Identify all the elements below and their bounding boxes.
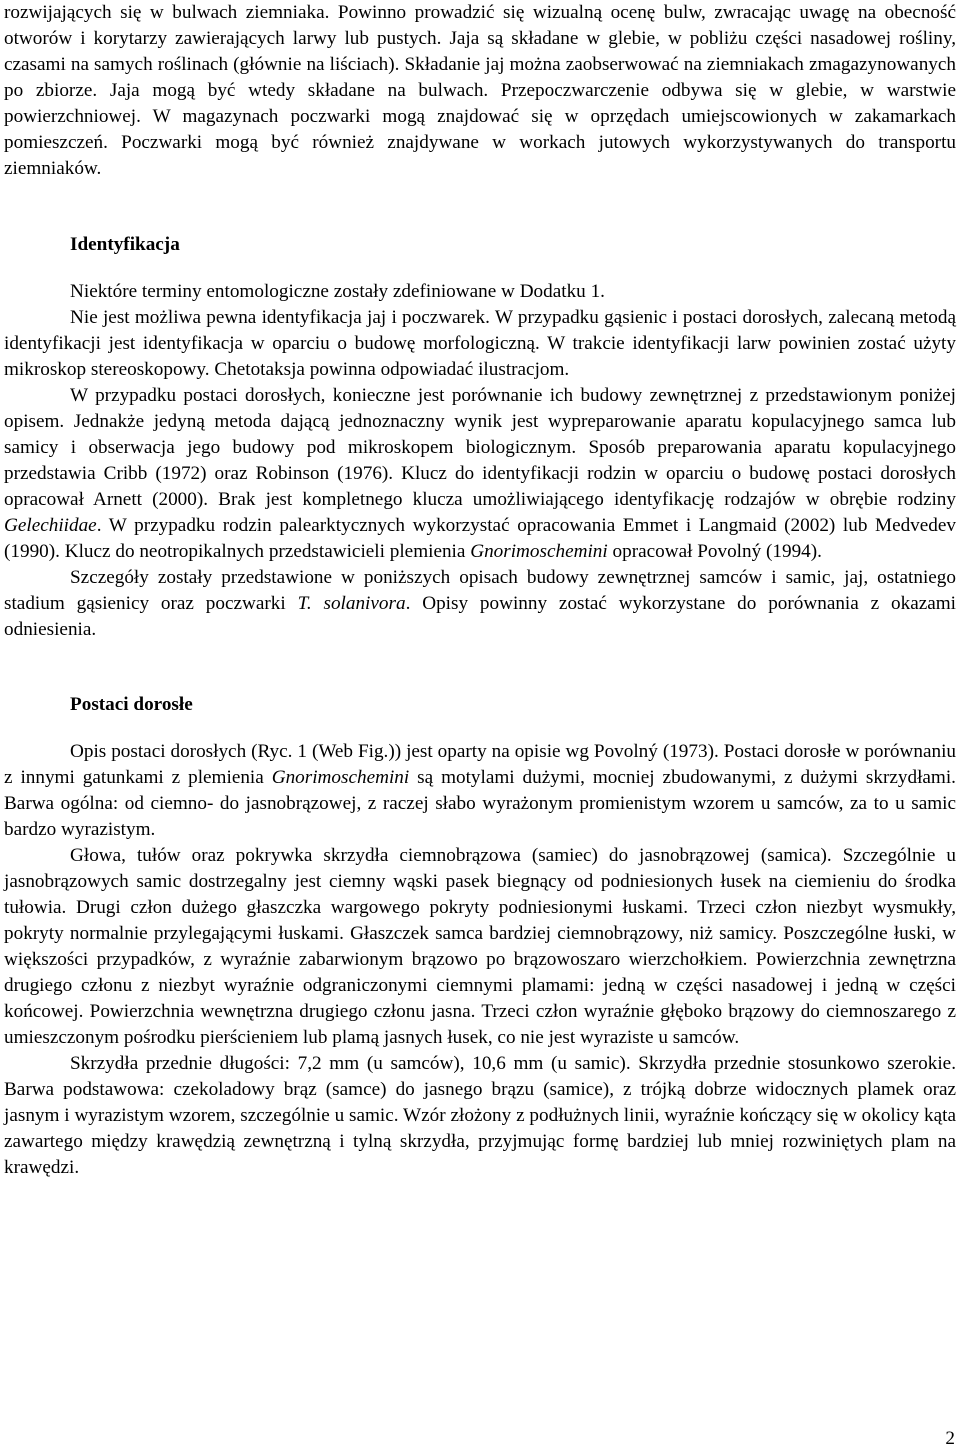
text-run: W przypadku postaci dorosłych, konieczne jest porównanie ich budowy zewnętrznej z przedstawionym poniżej opisem. Jednakże jedyną metoda dającą jednoznaczny wynik jest wypreparowanie aparatu kopulacyjnego samca lub samicy i obserwacja jego budowy pod mikroskopem biologicznym. Sposób preparowania aparatu kopulacyjnego przedstawia Cribb (1972) oraz Robinson (1976). Klucz do identyfikacji rodzin w oparciu o budowę postaci dorosłych opracował Arnett (2000). Brak jest kompletnego klucza umożliwiającego identyfikację rodzajów w obrębie rodziny (4, 385, 956, 510)
heading-postaci-dorosle: Postaci dorosłe (70, 694, 193, 715)
text-run: . Opisy powinny zostać wykorzystane do porównania z okazami odniesienia. (4, 593, 956, 640)
paragraph-postaci-head: Głowa, tułów oraz pokrywka skrzydła ciemnobrązowa (samiec) do jasnobrązowej (samica). Szczególnie u jasnobrązowych samic dostrzegalny jest ciemny wąski pasek biegnący od podniesionych łusek na ciemieniu do środka tułowia. Drugi człon dużego głaszczka wargowego pokryty podniesionymi łuskami. Trzeci człon niezbyt wysmukły, pokryty normalnie przylegającymi łuskami. Głaszczek samca bardziej ciemnobrązowy, niż samicy. Poszczególne łuski, w większości przypadków, z wyraźnie zabarwionym brązowo po brązowoszaro wierzchołkiem. Powierzchnia zewnętrzna drugiego członu z niezbyt wyraźnie odgraniczonymi ciemnymi plamami: jedną w części nasadowej i jedną w części końcowej. Powierzchnia wewnętrzna drugiego członu jasna. Trzeci człon wyraźnie głęboko brązowy do ciemnoszarego z umieszczonym pośrodku pierścieniem lub plamą jasnych łusek, co nie jest wyraziste u samców. (4, 845, 956, 1048)
taxon-name: Gnorimoschemini (470, 541, 608, 562)
paragraph-postaci-wings: Skrzydła przednie długości: 7,2 mm (u samców), 10,6 mm (u samic). Skrzydła przednie stosunkowo szerokie. Barwa podstawowa: czekoladowy brąz (samce) do jasnego brązu (samice), z trójką dobrze widocznych plamek oraz jasnym i wyrazistym wzorem, szczególnie u samic. Wzór złożony z podłużnych linii, wyraźnie kończący się w okolicy kąta zawartego między krawędzią zewnętrzną i tylną skrzydła, przyjmując formę bardziej lub mniej rozwiniętych plam na krawędzi. (4, 1053, 956, 1178)
document-page (4, 0, 956, 1181)
heading-identyfikacja: Identyfikacja (70, 234, 180, 255)
text-run: Szczegóły zostały przedstawione w poniższych opisach budowy zewnętrznej samców i samic, jaj, ostatniego stadium gąsienicy oraz poczwarki (4, 567, 956, 614)
text-run: opracował Povolný (1994). (607, 541, 822, 562)
paragraph-postaci-description (4, 739, 956, 843)
species-name: T. solanivora (297, 593, 406, 614)
page-number: 2 (945, 1428, 955, 1449)
taxon-name: Gelechiidae (4, 515, 97, 536)
text-run: . W przypadku rodzin palearktycznych wykorzystać opracowania Emmet i Langmaid (2002) lub Medvedev (1990). Klucz do neotropikalnych przedstawicieli plemienia (4, 515, 956, 562)
paragraph-intro: rozwijających się w bulwach ziemniaka. Powinno prowadzić się wizualną ocenę bulw, zwracając uwagę na obecność otworów i korytarzy zawierających larwy lub pustych. Jaja są składane w glebie, w pobliżu części nasadowej rośliny, czasami na samych roślinach (głównie na liściach). Składanie jaj można zaobserwować na ziemniakach zmagazynowanych po zbiorze. Jaja mogą być wtedy składane na bulwach. Przepoczwarczenie odbywa się w glebie, w warstwie powierzchniowej. W magazynach poczwarki mogą znajdować się w oprzędach umiejscowionych w zakamarkach pomieszczeń. Poczwarki mogą być również znajdywane w workach jutowych wykorzystywanych do transportu ziemniaków. (4, 2, 956, 179)
paragraph-identyfikacja-adults (4, 383, 956, 565)
paragraph-identyfikacja-terms: Niektóre terminy entomologiczne zostały zdefiniowane w Dodatku 1. (70, 281, 605, 302)
text-run: są motylami dużymi, mocniej zbudowanymi, z dużymi skrzydłami. Barwa ogólna: od ciemno- do jasnobrązowej, z raczej słabo wyrażonym promienistym wzorem u samców, za to u samic bardzo wyrazistym. (4, 767, 956, 840)
taxon-name: Gnorimoschemini (271, 767, 410, 788)
text-run: Opis postaci dorosłych (Ryc. 1 (Web Fig.)) jest oparty na opisie wg Povolný (1973). Postaci dorosłe w porównaniu z innymi gatunkami z plemienia (4, 741, 956, 788)
paragraph-identyfikacja-details (4, 565, 956, 643)
paragraph-identyfikacja-methods: Nie jest możliwa pewna identyfikacja jaj i poczwarek. W przypadku gąsienic i postaci dorosłych, zalecaną metodą identyfikacji jest identyfikacja w oparciu o budowę morfologiczną. W trakcie identyfikacji larw powinien zostać użyty mikroskop stereoskopowy. Chetotaksja powinna odpowiadać ilustracjom. (4, 307, 956, 380)
